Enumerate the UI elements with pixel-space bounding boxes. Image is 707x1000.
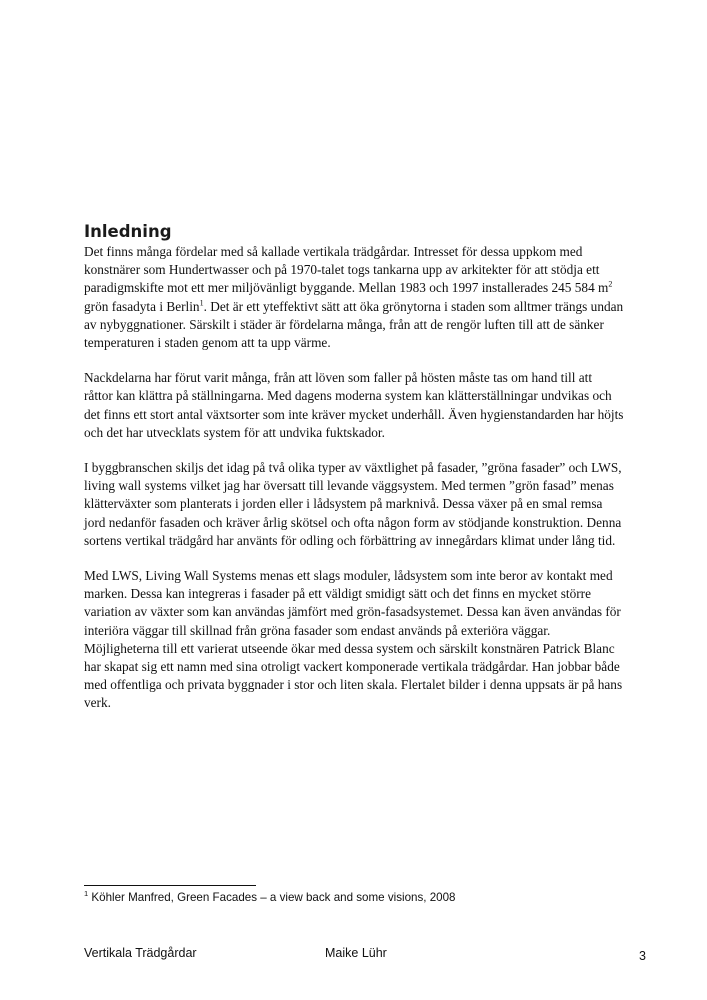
paragraph-2: Nackdelarna har förut varit många, från att löven som faller på hösten måste tas om hand till att råttor kan klättra på ställningarna. Med dagens moderna system kan klätterställningar undvikas och det finns ett stort antal växtsorter som inte kräver mycket underhåll. Även hygienstandarden har höjts och det har utvecklats system för att undvika fuktskador. <box>84 370 624 440</box>
paragraph-1 <box>84 243 624 352</box>
paragraph-4: Med LWS, Living Wall Systems menas ett slags moduler, lådsystem som inte beror av kontakt med marken. Dessa kan integreras i fasader på ett väldigt smidigt sätt och det finns en mycket större variation av växter som kan användas jämfört med grön-fasadsystemet. Dessa kan även användas för interiöra väggar till skillnad från gröna fasader som endast används på exteriöra väggar. Möjligheterna till ett varierat utseende ökar med dessa system och särskilt konstnären Patrick Blanc har skapat sig ett namn med sina otroligt vackert komponerade vertikala trädgårdar. Han jobbar både med offentliga och privata byggnader i stor och liten skala. Flertalet bilder i denna uppsats är på hans verk. <box>84 568 623 711</box>
footer-author: Maike Lühr <box>325 946 387 960</box>
section-heading: Inledning <box>84 222 172 241</box>
unit-superscript: 2 <box>608 279 613 289</box>
paragraph-1-part-b: grön fasadyta i Berlin <box>84 298 200 314</box>
paragraph-1-part-c: . Det är ett yteffektivt sätt att öka grönytorna i staden som alltmer trängs undan av nybyggnationer. Särskilt i städer är fördelarna många, från att de rengör luften till att de sänker temperaturen i staden genom att ta upp värme. <box>84 298 624 351</box>
footnote-reference[interactable]: 1 <box>199 298 204 308</box>
page-number: 3 <box>639 949 646 963</box>
body-text <box>84 243 624 730</box>
footnote <box>84 891 456 904</box>
footnote-text: Köhler Manfred, Green Facades – a view back and some visions, 2008 <box>88 891 456 904</box>
footnote-divider <box>84 885 256 886</box>
paragraph-1-part-a: Det finns många fördelar med så kallade vertikala trädgårdar. Intresset för dessa uppkom med konstnärer som Hundertwasser och på 1970-talet togs tankarna upp av arkitekter för att stödja ett paradigmskifte mot ett mer miljövänligt byggande. Mellan 1983 och 1997 installerades 245 584 m <box>84 244 609 296</box>
footer-document-title: Vertikala Trädgårdar <box>84 946 197 960</box>
paragraph-3: I byggbranschen skiljs det idag på två olika typer av växtlighet på fasader, ”gröna fasader” och LWS, living wall systems vilket jag har översatt till levande väggsystem. Med termen ”grön fasad” menas klätterväxter som planterats i jorden eller i lådsystem på marknivå. Dessa växer på en smal remsa jord nedanför fasaden och kräver årlig skötsel och ofta någon form av stödjande konstruktion. Denna sortens vertikal trädgård har använts för odling och förbättring av innegårdars klimat under lång tid. <box>84 460 622 548</box>
footnote-marker: 1 <box>84 889 89 899</box>
